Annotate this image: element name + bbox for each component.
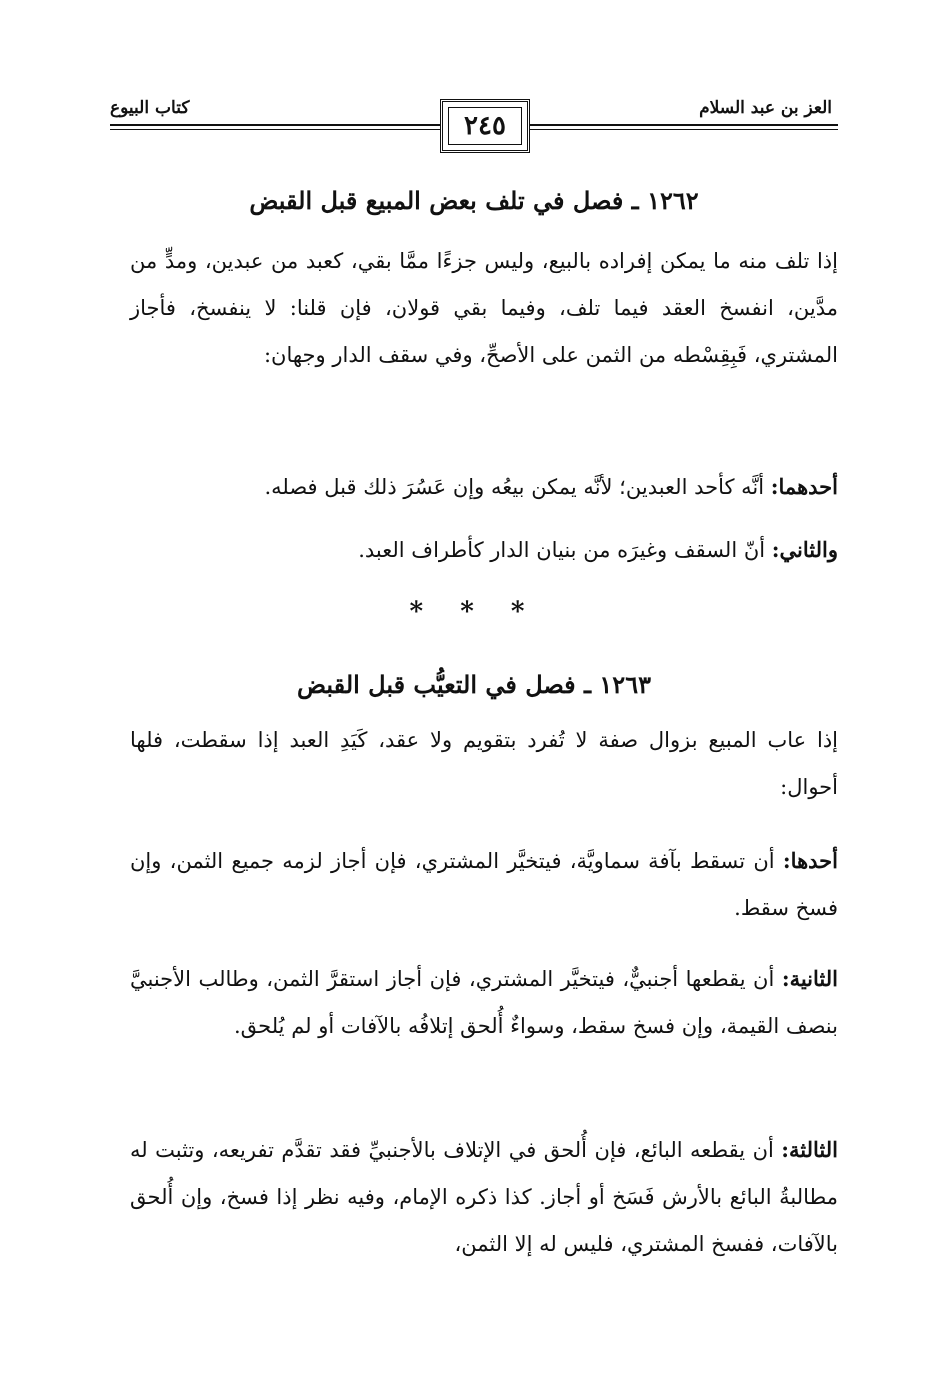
running-header-author: العز بن عبد السلام	[699, 98, 832, 118]
page-number: ٢٤٥	[464, 111, 506, 141]
section-separator: * * *	[409, 597, 539, 627]
item-text: أنّ السقف وغيرَه من بنيان الدار كأطراف العبد.	[358, 538, 772, 562]
section-1263-paragraph: إذا عاب المبيع بزوال صفة لا تُفرد بتقويم ولا عقد، كَيَدِ العبد إذا سقطت، فلها أحوال:	[130, 728, 838, 799]
item-lead: أحدها:	[782, 848, 838, 873]
item-lead: والثاني:	[771, 537, 838, 562]
item-lead: الثالثة:	[781, 1137, 838, 1162]
section-1262-item-1	[130, 463, 838, 511]
item-text: أنَّه كأحد العبدين؛ لأنَّه يمكن بيعُه وإن عَسُرَ ذلك قبل فصله.	[264, 475, 771, 499]
section-1263-item-3	[130, 1126, 838, 1268]
section-heading-1262: ١٢٦٢ ـ فصل في تلف بعض المبيع قبل القبض	[249, 186, 699, 215]
section-heading-1263: ١٢٦٣ ـ فصل في التعيُّب قبل القبض	[297, 670, 651, 699]
section-1263-item-1	[130, 837, 838, 932]
page-number-frame	[440, 99, 530, 153]
item-lead: الثانية:	[781, 966, 838, 991]
item-text: أن تسقط بآفة سماويَّة، فيتخيَّر المشتري، فإن أجاز لزمه جميع الثمن، وإن فسخ سقط.	[130, 849, 838, 920]
section-1262-paragraph: إذا تلف منه ما يمكن إفراده بالبيع، وليس جزءًا ممَّا بقي، كعبد من عبدين، ومدٍّ من مدَّين، انفسخ العقد فيما تلف، وفيما بقي قولان، فإن قلنا: لا ينفسخ، فأجاز المشتري، فَبِقِسْطه من الثمن على الأصحِّ، وفي سقف الدار وجهان:	[130, 249, 838, 367]
item-lead: أحدهما:	[770, 474, 838, 499]
item-text: أن يقطعها أجنبيٌّ، فيتخيَّر المشتري، فإن أجاز استقرَّ الثمن، وطالب الأجنبيَّ بنصف القيمة، وإن فسخ سقط، وسواءٌ أُلحق إتلافُه بالآفات أو لم يُلحق.	[130, 967, 838, 1038]
item-text: أن يقطعه البائع، فإن أُلحق في الإتلاف بالأجنبيِّ فقد تقدَّم تفريعه، وتثبت له مطالبةُ البائع بالأرش فَسَخ أو أجاز. كذا ذكره الإمام، وفيه نظر إذا فسخ، وإن أُلحق بالآفات، ففسخ المشتري، فليس له إلا الثمن،	[130, 1138, 838, 1256]
running-header-book: كتاب البيوع	[110, 98, 190, 118]
section-1262-item-2	[130, 526, 838, 574]
section-1263-item-2	[130, 955, 838, 1050]
